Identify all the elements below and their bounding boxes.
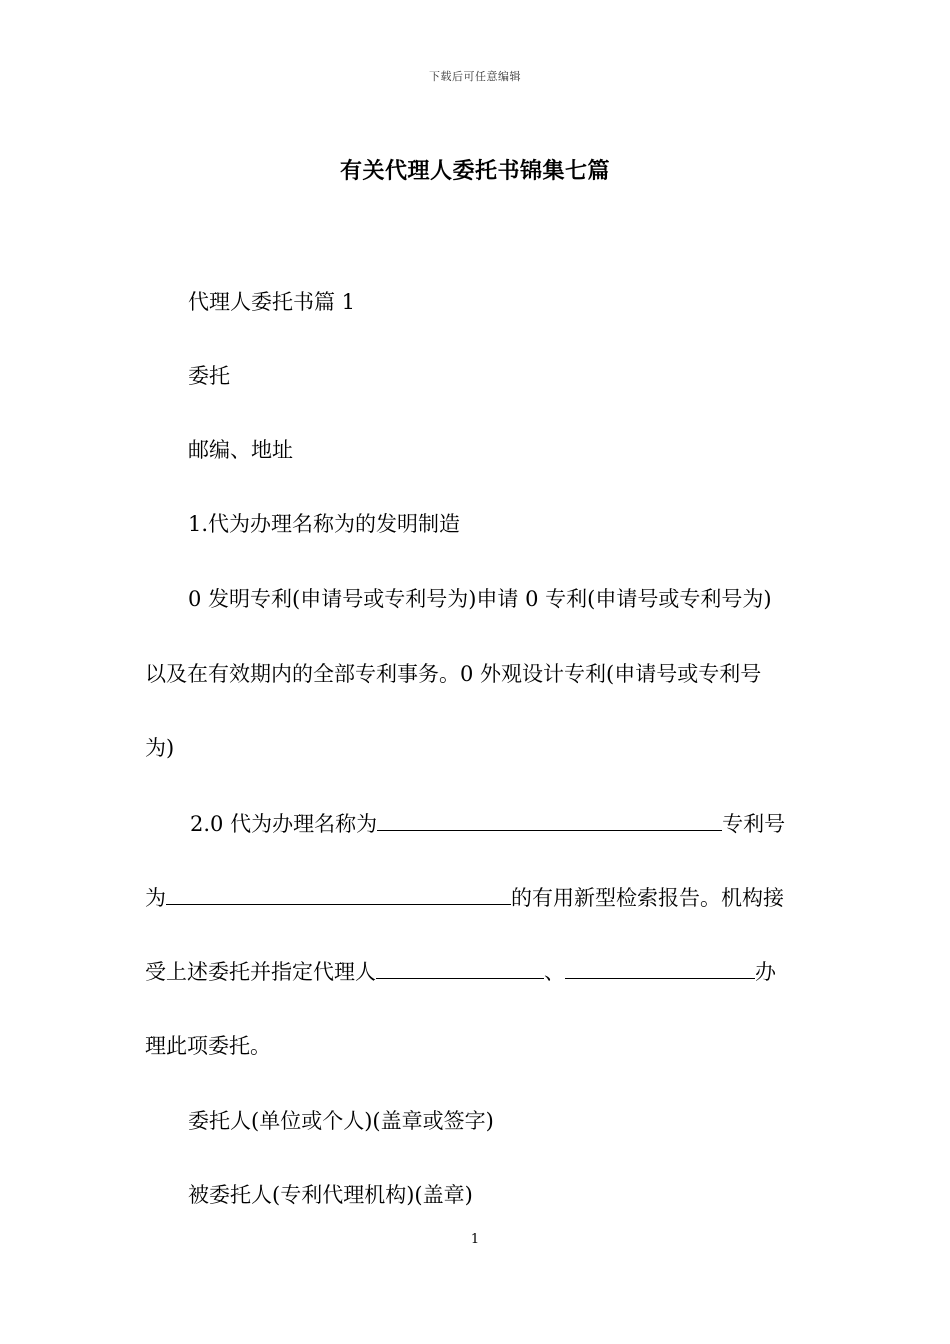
paragraph-item-1: 1.代为办理名称为的发明制造 <box>188 512 461 536</box>
item-2-line-3-prefix: 受上述委托并指定代理人 <box>145 960 376 984</box>
paragraph-item-2-line-1 <box>190 808 805 839</box>
item-2-line-2-prefix: 为 <box>145 886 166 910</box>
paragraph-patent-line-3: 为) <box>145 736 175 760</box>
paragraph-item-2-line-2 <box>145 882 805 913</box>
paragraph-patent-line-2: 以及在有效期内的全部专利事务。0 外观设计专利(申请号或专利号 <box>145 662 762 686</box>
document-title: 有关代理人委托书锦集七篇 <box>339 158 610 184</box>
page-number: 1 <box>470 1232 480 1247</box>
item-2-line-3-suffix: 办 <box>755 960 776 984</box>
paragraph-entrust: 委托 <box>188 364 230 388</box>
item-2-line-2-suffix: 的有用新型检索报告。机构接 <box>511 886 784 910</box>
paragraph-agent-institution: 被委托人(专利代理机构)(盖章) <box>188 1183 473 1207</box>
blank-patent-number-field <box>166 882 511 905</box>
paragraph-address: 邮编、地址 <box>188 438 293 462</box>
blank-agent-1-field <box>376 956 544 979</box>
paragraph-principal: 委托人(单位或个人)(盖章或签字) <box>188 1109 494 1133</box>
blank-agent-2-field <box>565 956 755 979</box>
header-note: 下载后可任意编辑 <box>429 70 521 83</box>
paragraph-patent-line-1: 0 发明专利(申请号或专利号为)申请 0 专利(申请号或专利号为) <box>188 587 772 611</box>
item-2-prefix: 2.0 代为办理名称为 <box>190 812 378 836</box>
paragraph-item-2-line-4: 理此项委托。 <box>145 1034 271 1058</box>
paragraph-item-2-line-3 <box>145 956 805 987</box>
blank-name-field <box>377 808 722 831</box>
item-2-suffix: 专利号 <box>722 812 786 836</box>
section-heading: 代理人委托书篇 1 <box>188 290 356 314</box>
item-2-line-3-separator: 、 <box>544 960 565 984</box>
